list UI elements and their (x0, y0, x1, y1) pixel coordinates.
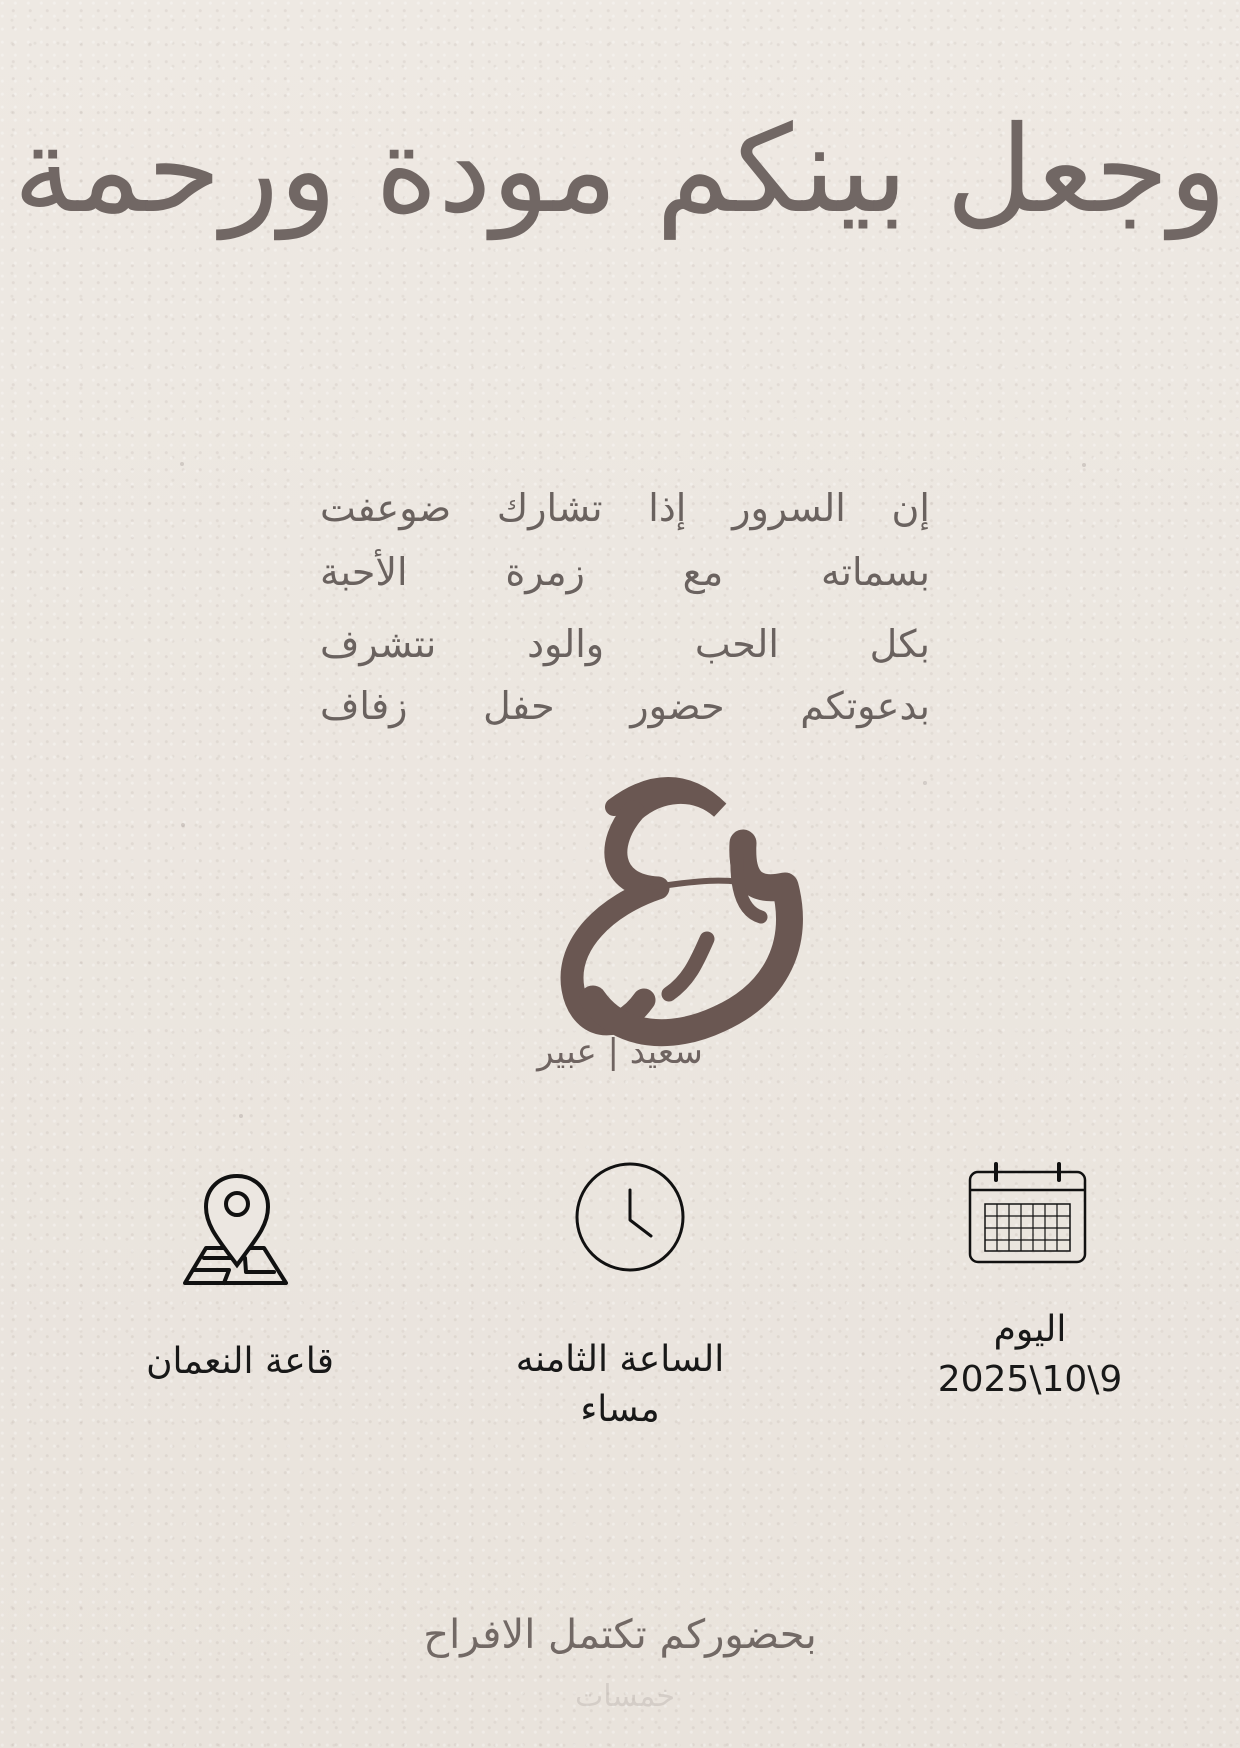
date-line-2: 2025\10\9 (937, 1359, 1123, 1400)
poem-line-3: بكل الحب والود نتشرف (320, 622, 930, 666)
watermark-logo (540, 1675, 710, 1717)
date-line-1: اليوم (993, 1309, 1067, 1350)
poem-line-1: إن السرور إذا تشارك ضوعفت (320, 486, 930, 530)
time-line-2: مساء (580, 1389, 660, 1430)
venue-name: قاعة النعمان (146, 1341, 334, 1382)
poem-line-4: بدعوتكم حضور حفل زفاف (320, 684, 930, 728)
calligraphy-title: وجعل بينكم مودة ورحمة (13, 101, 1227, 240)
paper-speck (239, 1114, 243, 1118)
paper-speck (923, 781, 927, 785)
paper-speck (181, 823, 185, 827)
couple-monogram (535, 760, 805, 1070)
couple-names: سعيد | عبير (537, 1032, 703, 1072)
location-pin-map-icon (170, 1170, 300, 1290)
watermark-text: خمسات (574, 1679, 676, 1714)
paper-speck (180, 462, 184, 466)
time-line-1: الساعة الثامنه (515, 1339, 725, 1380)
clock-icon (573, 1160, 687, 1274)
closing-line: بحضوركم تكتمل الافراح (423, 1612, 817, 1658)
paper-speck (1082, 463, 1086, 467)
poem-line-2: بسماته مع زمرة الأحبة (320, 550, 930, 594)
event-time (470, 1335, 770, 1435)
calendar-icon (965, 1162, 1090, 1267)
event-date (900, 1305, 1160, 1405)
